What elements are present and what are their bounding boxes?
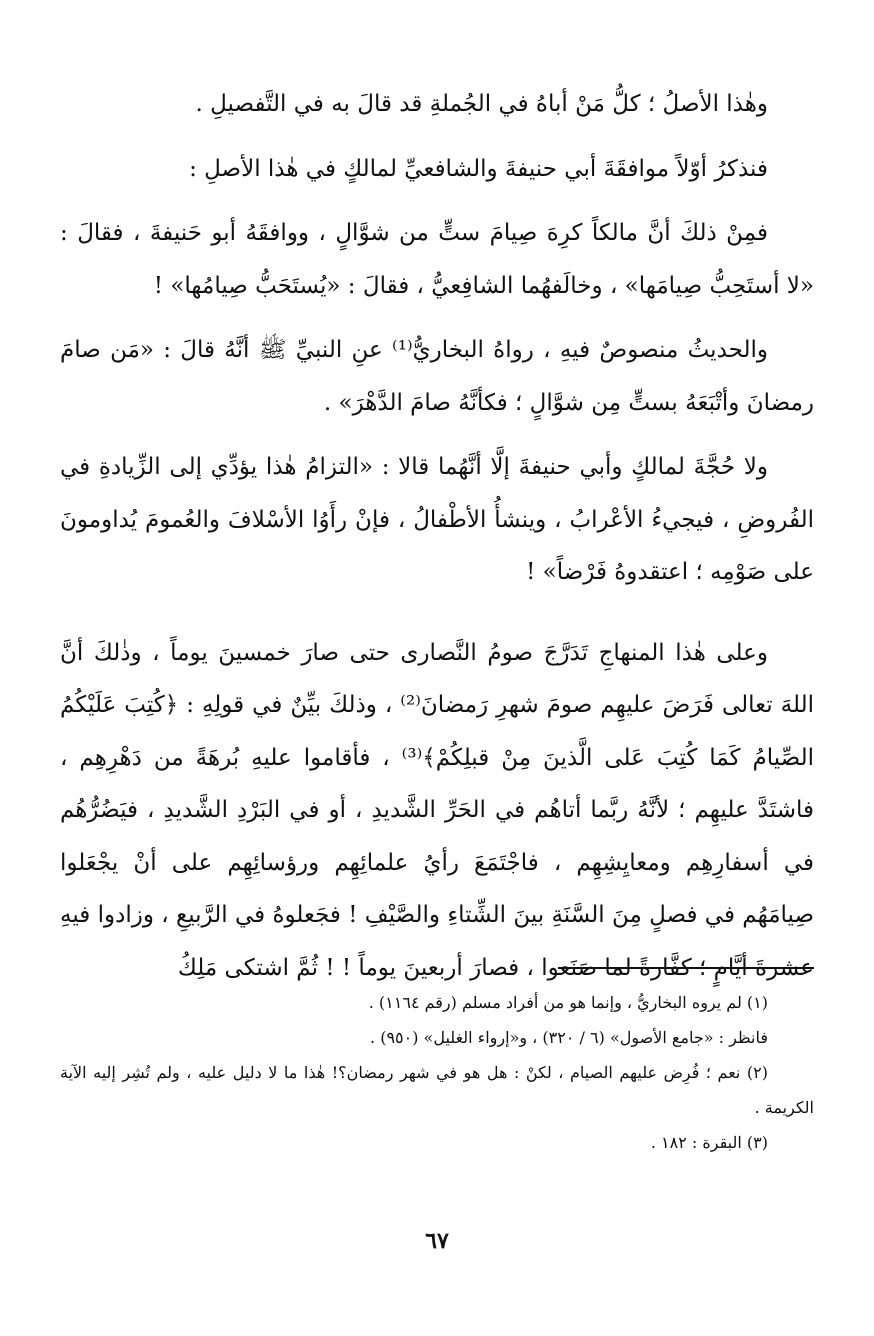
paragraph-2: فنذكرُ أوّلاً موافقَةَ أبي حنيفةَ والشافعيِّ لمالكٍ في هٰذا الأصلِ : bbox=[189, 155, 768, 182]
paragraph-5: ولا حُجَّةَ لمالكٍ وأبي حنيفةَ إلَّا أنَّهُما قالا : «التزامُ هٰذا يؤدِّي إلى الزِّيادةِ في الفُروضِ ، فيجيءُ الأعْرابُ ، وينشأُ الأطْفالُ ، فإنْ رأَوُا الأسْلافَ والعُمومَ يُداومونَ على صَوْمِه ؛ اعتقدوهُ فَرْضاً» ! bbox=[60, 454, 814, 585]
footnote-2: (٢) نعم ؛ فُرِض عليهم الصيام ، لكنْ : هل هو في شهر رمضان؟! هٰذا ما لا دليل عليه ، ولم تُشِر إليه الآية الكريمة . bbox=[60, 1063, 814, 1117]
paragraph-6: وعلى هٰذا المنهاجِ تَدَرَّجَ صومُ النَّصارى حتى صارَ خمسينَ يوماً ، وذٰلكَ أنَّ اللهَ تعالى فَرَضَ عليهِم صومَ شهرِ رَمضانَ⁽²⁾ ، وذلكَ بيِّنٌ في قولِهِ : ﴿كُتِبَ عَلَيْكُمُ الصِّيامُ كَمَا كُتِبَ عَلى الَّذينَ مِنْ قبلِكُمْ﴾⁽³⁾ ، فأقاموا عليهِ بُرهَةً من دَهْرِهِم ، فاشتَدَّ عليهِم ؛ لأنَّهُ ربَّما أتاهُم في الحَرِّ الشَّديدِ ، أو في البَرْدِ الشَّديدِ ، فيَضُرُّهُم في أسفارِهِم ومعايِشِهِم ، فاجْتَمَعَ رأيُ علمائِهِم ورؤسائِهِم على أنْ يجْعَلوا صِيامَهُم في فصلٍ مِنَ السَّنَةِ بينَ الشِّتاءِ والصَّيْفِ ! فجَعلوهُ في الرَّبيعِ ، وزادوا فيهِ عشرةَ أيَّامٍ ؛ كفَّارةً لما صَنَعوا ، فصارَ أربعينَ يوماً ! ! ثُمَّ اشتكى مَلِكُ bbox=[60, 639, 815, 981]
paragraph-4: والحديثُ منصوصٌ فيهِ ، رواهُ البخاريُّ⁽¹⁾ عنِ النبيِّ ﷺ أنَّهُ قالَ : «مَن صامَ رمضانَ وأتْبَعَهُ بستٍّ مِن شوَّالٍ ؛ فكأنَّهُ صامَ الدَّهْرَ» . bbox=[60, 337, 814, 416]
footnote-1-ref: فانظر : «جامع الأصول» (٦ / ٣٢٠) ، و«إرواء الغليل» (٩٥٠) . bbox=[370, 1028, 768, 1047]
footnote-1: (١) لم يروه البخاريُّ ، وإنما هو من أفراد مسلم (رقم ١١٦٤) . bbox=[368, 993, 768, 1012]
footnote-separator bbox=[558, 967, 814, 969]
paragraph-3: فمِنْ ذلكَ أنَّ مالكاً كرِهَ صِيامَ ستٍّ من شوَّالٍ ، ووافقَهُ أبو حَنيفةَ ، فقالَ : «لا أستَحِبُّ صِيامَها» ، وخالَفهُما الشافِعيُّ ، فقالَ : «يُستَحَبُّ صِيامُها» ! bbox=[60, 220, 814, 299]
page-number: ٦٧ bbox=[425, 1228, 449, 1254]
main-text bbox=[60, 78, 814, 994]
footnotes bbox=[60, 985, 814, 1160]
footnote-3: (٣) البقرة : ١٨٢ . bbox=[650, 1133, 768, 1152]
paragraph-1: وهٰذا الأصلُ ؛ كلُّ مَنْ أباهُ في الجُملةِ قد قالَ به في التَّفصيلِ . bbox=[195, 91, 768, 117]
